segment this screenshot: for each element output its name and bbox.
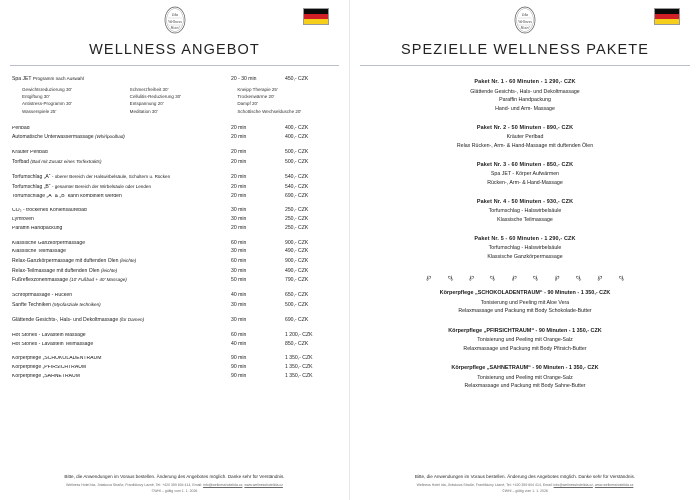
package-block-line: Spa JET - Körper Aufwärmen — [490, 171, 560, 178]
service-duration: 20 min — [231, 134, 247, 141]
page-title-left: WELLNESS ANGEBOT — [89, 42, 260, 58]
fleuron-ornament-divider — [358, 273, 692, 281]
service-name-note: (Myofasziale techniken) — [52, 301, 101, 307]
service-name-text: Torfumschlag „A“ — [12, 174, 51, 181]
svg-text:Ida: Ida — [521, 12, 529, 17]
service-name-text: Klassische Ganzkörpermassage — [12, 240, 86, 246]
service-duration: 20 min — [231, 124, 247, 131]
svg-text:Hotel: Hotel — [170, 25, 179, 30]
service-name — [8, 226, 231, 232]
service-duration: 20 min — [231, 174, 247, 181]
body-care-block-line: Tonisierung und Peeling mit Aloe Vera — [480, 299, 570, 306]
list-item: Trockenwärme 20' — [237, 94, 275, 100]
package-block-line: Paraffin Handpackung — [499, 97, 551, 104]
package-block-line: Hand- und Arm- Massage — [495, 105, 555, 112]
service-name — [8, 159, 231, 166]
fleuron-ornament-icon: ℘ — [597, 273, 603, 281]
body-care-block — [358, 290, 692, 316]
service-name-note: (Whirlpoolbad) — [94, 134, 125, 140]
service-name-note: (Bad mit Zusatz eines Torfextrakts) — [30, 158, 102, 164]
service-duration: 50 min — [231, 277, 247, 284]
svg-text:Wellness: Wellness — [518, 19, 532, 24]
list-item: Meditation 30' — [129, 108, 158, 114]
svg-text:Ida: Ida — [171, 12, 178, 17]
service-name — [8, 268, 231, 275]
service-name-text: Torfbad — [12, 158, 29, 165]
service-name-text: Sanfte Techniken — [12, 301, 51, 308]
package-block-line: Relax Rücken-, Arm- & Hand-Massage mit duftenden Ölen — [456, 142, 594, 149]
fleuron-ornament-icon: ℘ — [618, 273, 624, 281]
package-block — [358, 125, 692, 151]
service-price: 1 350,- CZK — [285, 355, 313, 362]
package-block-line: Rücken-, Arm- & Hand-Massage — [487, 179, 563, 186]
service-name-text: Lymfoven — [12, 217, 34, 223]
service-duration: 60 min — [231, 257, 247, 264]
service-duration: 20 min — [231, 149, 247, 156]
service-duration: 90 min — [231, 372, 247, 379]
service-duration: 30 min — [231, 216, 247, 223]
table-row — [8, 173, 341, 183]
list-item: Entspannung 20' — [129, 101, 164, 107]
service-price: 500,- CZK — [285, 158, 309, 165]
table-row — [8, 340, 341, 349]
service-name-text: Relax-Teilmassage mit duftenden Ölen — [12, 267, 100, 274]
service-name-note: (für Damen) — [119, 317, 145, 323]
service-duration: 60 min — [231, 239, 247, 246]
service-duration: 40 min — [231, 340, 247, 347]
service-price: 500,- CZK — [285, 301, 309, 308]
list-item: Wasserspiele 25' — [22, 108, 57, 114]
service-name-text: Körperpflege „SAHNETRAUM“ — [12, 373, 82, 379]
service-name-note: - gesamter Bereich der Wirbelsäule oder Lenden — [51, 184, 151, 190]
list-item: Schmerzfreiheit 30' — [129, 86, 169, 92]
fleuron-ornament-icon: ℘ — [576, 273, 581, 281]
title-divider-left — [10, 65, 339, 66]
package-block-heading: Paket Nr. 4 - 50 Minuten - 930,- CZK — [476, 198, 574, 205]
table-row — [8, 266, 341, 276]
service-price: 490,- CZK — [285, 267, 309, 274]
package-block-line: Glättende Gesichts-, Hals- und Dekoltmassage — [470, 88, 580, 95]
service-name-text: Torfumschläge „A“ & „B“ kann kombiniert werden — [12, 193, 122, 199]
fleuron-ornament-icon: ℘ — [533, 273, 539, 281]
body-care-block-line: Tonisierung und Peeling mit Orange-Salz — [477, 374, 573, 381]
service-name — [8, 208, 231, 214]
service-price: 790,- CZK — [285, 277, 309, 284]
body-care-block-line: Relaxmassage und Packung mit Body Pfirsich-Butter — [463, 345, 587, 352]
table-row — [8, 216, 341, 225]
package-block-line: Torfumschlag - Halswirbelsäule — [488, 245, 562, 252]
table-row — [8, 291, 341, 300]
package-block-line: Klassische Teilmassage — [497, 216, 553, 223]
body-care-block-heading: Körperpflege „PFIRSICHTRAUM“ - 90 Minuten - 1 350,- CZK — [448, 327, 602, 334]
service-name — [8, 126, 231, 132]
service-duration: 30 min — [231, 317, 247, 324]
package-block-line: Kräuter Perlbad — [506, 134, 544, 141]
table-row — [8, 355, 341, 364]
service-name-note: - oberer Bereich der Halswirbelsäule, Schultern u. Rücken — [51, 174, 171, 180]
service-name-text: Schröpfmassage - Rücken — [12, 292, 73, 298]
service-duration: 30 min — [231, 301, 247, 308]
footer-web-link[interactable]: www.wellnesshotelida.cz — [244, 483, 283, 488]
service-duration: 20 min — [231, 224, 247, 231]
table-row — [8, 239, 341, 248]
body-care-block-line: Relaxmassage und Packung mit Body Schokolade-Butter — [458, 308, 592, 315]
service-duration: 40 min — [231, 291, 247, 298]
table-row — [8, 133, 341, 143]
service-list — [8, 74, 341, 381]
service-price: 850,- CZK — [285, 340, 309, 347]
body-care-block-line: Relaxmassage und Packung mit Body Sahne-Butter — [464, 383, 586, 390]
service-price: 1 200,- CZK — [285, 332, 313, 339]
body-care-container — [358, 290, 692, 391]
table-row — [8, 364, 341, 373]
german-flag-icon — [654, 8, 680, 25]
footer-note: Bitte, die Anwendungen im Voraus bestellen. Änderung des Angebotes möglich. Danke sehr für Verständnis. — [414, 474, 636, 480]
package-block-heading: Paket Nr. 3 - 60 Minuten - 850,- CZK — [476, 161, 574, 168]
service-name-text: Hot Stones - Lavastein Massage — [12, 333, 86, 339]
table-row — [8, 256, 341, 266]
service-duration: 60 min — [231, 332, 247, 339]
list-item: Antistress-Programm 30' — [22, 101, 72, 107]
service-name — [8, 293, 231, 299]
service-name-text: Hot Stones - Lavastein Teilmassage — [12, 341, 94, 347]
service-name — [8, 174, 231, 181]
service-duration: 20 min — [231, 192, 247, 199]
page-header-left — [8, 0, 341, 40]
service-name — [8, 249, 231, 255]
service-name — [8, 374, 231, 380]
service-name-text: Perlbad — [12, 125, 30, 131]
service-name-text: Torfumschlag „B“ — [12, 184, 51, 191]
service-price: 1 350,- CZK — [285, 364, 313, 371]
service-price: 1 350,- CZK — [285, 372, 313, 379]
packages-container — [358, 79, 692, 261]
service-price: 400,- CZK — [285, 124, 309, 131]
service-name — [8, 333, 231, 339]
package-block-line: Torfumschlag - Halswirbelsäule — [488, 208, 562, 215]
service-duration: 90 min — [231, 355, 247, 362]
service-name-text: CO₂ - trockenes Kohlensäurebad — [12, 208, 87, 214]
service-name: Spa JET Programm nach Auswahl — [12, 75, 84, 82]
service-name-text: Glättende Gesichts-, Hals- und Dekoltmassage — [12, 317, 119, 324]
table-row — [8, 183, 341, 193]
service-name-note: (10' Fußbad + 40' Massage) — [69, 277, 127, 283]
table-row — [8, 192, 341, 201]
table-row — [8, 224, 341, 233]
service-name — [8, 277, 231, 284]
list-item: Gewichtsreduzierung 30' — [22, 86, 72, 92]
service-name-text: Automatische Unterwassermassage — [12, 134, 94, 141]
table-row — [8, 248, 341, 257]
table-row-spajet — [8, 74, 341, 84]
service-name-note: (leichte) — [119, 257, 137, 263]
service-duration: 20 min — [231, 184, 247, 191]
svg-text:Wellness: Wellness — [167, 19, 182, 24]
footer-copyright: ©WHI – gültig vom 1. 1. 2026 — [151, 488, 198, 493]
footer-web-link[interactable]: www.wellnesshotelida.cz — [594, 483, 634, 488]
service-price: 900,- CZK — [285, 257, 309, 264]
body-care-block-heading: Körperpflege „SAHNETRAUM“ - 90 Minuten - 1 350,- CZK — [451, 365, 599, 372]
footer-email-link[interactable]: info@wellnesshotelida.cz — [553, 483, 593, 488]
service-name — [8, 241, 231, 247]
footer-separator: , — [242, 483, 245, 488]
service-name-note: (leichte) — [100, 267, 118, 273]
service-name — [8, 184, 231, 191]
package-block — [358, 199, 692, 225]
service-price: 500,- CZK — [285, 149, 309, 156]
service-price: 250,- CZK — [285, 216, 309, 223]
service-price: 250,- CZK — [285, 207, 309, 214]
table-row — [8, 149, 341, 158]
table-row — [8, 372, 341, 381]
german-flag-icon — [303, 8, 329, 25]
service-price: 450,- CZK — [285, 75, 309, 82]
page-header-right — [358, 0, 692, 40]
service-name — [8, 302, 231, 309]
fleuron-ornament-icon: ℘ — [426, 273, 432, 281]
service-duration: 20 min — [231, 158, 247, 165]
table-row — [8, 124, 341, 133]
service-name — [8, 258, 231, 265]
package-block-line: Klassische Ganzkörpermassage — [487, 253, 563, 260]
body-care-block-heading: Körperpflege „SCHOKOLADENTRAUM“ - 90 Minuten - 1 350,- CZK — [439, 289, 611, 296]
service-name-text: Körperpflege „PFIRSICHTRAUM“ — [12, 365, 88, 371]
fleuron-ornament-icon: ℘ — [447, 273, 453, 281]
svg-text:Hotel: Hotel — [520, 25, 530, 30]
fleuron-ornament-icon: ℘ — [490, 273, 496, 281]
service-name-text: Fußreflexzonenmassage — [12, 277, 69, 284]
package-block-heading: Paket Nr. 2 - 50 Minuten - 890,- CZK — [476, 124, 574, 131]
table-row — [8, 300, 341, 310]
fleuron-ornament-icon: ℘ — [511, 273, 517, 281]
service-price: 540,- CZK — [285, 174, 309, 181]
list-item: Entgiftung 30' — [22, 94, 50, 100]
table-row — [8, 316, 341, 326]
footer-address-text: Wellness Hotel Ida, Jiráskova Straße, Františkovy Lázně, Tel: +420 359 604 414, Email: — [416, 483, 554, 488]
package-block — [358, 162, 692, 188]
list-item: Schottische Wechseldusche 20' — [237, 108, 302, 114]
package-block-heading: Paket Nr. 5 - 60 Minuten - 1 290,- CZK — [474, 235, 576, 242]
service-name — [8, 134, 231, 141]
service-price: 900,- CZK — [285, 239, 309, 246]
footer-copyright: ©WHI – gültig vom 1. 1. 2026 — [502, 488, 548, 493]
fleuron-ornament-icon: ℘ — [554, 273, 560, 281]
list-item: Kneipp Therapie 25' — [237, 86, 278, 92]
service-price: 250,- CZK — [285, 224, 309, 231]
footer-left — [0, 474, 349, 494]
package-block — [358, 79, 692, 113]
spajet-program-grid — [8, 84, 341, 118]
list-item: Dampf 20' — [237, 101, 258, 107]
footer-separator: , — [592, 483, 595, 488]
service-price: 650,- CZK — [285, 291, 309, 298]
body-care-block-line: Tonisierung und Peeling mit Orange-Salz — [477, 337, 573, 344]
footer-address-text: Wellness Hotel Ida, Jiráskova Straße, Františkovy Lázně, Tel: +420 359 604 414, Email: — [66, 483, 204, 488]
hotel-ida-emblem-icon — [158, 4, 192, 38]
service-duration: 20 - 30 min — [231, 75, 257, 82]
service-duration: 30 min — [231, 207, 247, 214]
table-row — [8, 157, 341, 167]
service-name-text: Relax-Ganzkörpermassage mit duftenden Ölen — [12, 257, 119, 264]
table-row — [8, 276, 341, 286]
service-name — [8, 194, 231, 200]
page-spezielle-wellness-pakete — [350, 0, 700, 500]
page-title-right: SPEZIELLE WELLNESS PAKETE — [400, 42, 650, 58]
service-price: 690,- CZK — [285, 192, 309, 199]
footer-note: Bitte, die Anwendungen im Voraus bestellen. Änderung des Angebotes möglich. Danke sehr für Verständnis. — [64, 474, 285, 480]
service-duration: 90 min — [231, 364, 247, 371]
service-name — [8, 356, 231, 362]
service-name — [8, 317, 231, 324]
package-list — [358, 74, 692, 391]
body-care-block — [358, 328, 692, 354]
service-price: 540,- CZK — [285, 184, 309, 191]
service-name-text: Körperpflege „SCHOKOLADENTRAUM“ — [12, 356, 104, 362]
title-divider-right — [360, 65, 690, 66]
service-price: 490,- CZK — [285, 248, 309, 255]
service-name-text: Klassische Teilmassage — [12, 249, 66, 255]
service-groups — [8, 118, 341, 381]
service-price: 400,- CZK — [285, 134, 309, 141]
package-block — [358, 236, 692, 262]
body-care-block — [358, 365, 692, 391]
service-name-text: Kräuter Perlbad — [12, 150, 48, 156]
table-row — [8, 332, 341, 341]
service-name — [8, 342, 231, 348]
service-price: 690,- CZK — [285, 317, 309, 324]
package-block-heading: Paket Nr. 1 - 60 Minuten - 1 290,- CZK — [474, 79, 576, 85]
service-duration: 30 min — [231, 267, 247, 274]
service-duration: 30 min — [231, 248, 247, 255]
footer-email-link[interactable]: info@wellnesshotelida.cz — [203, 483, 243, 488]
hotel-ida-emblem-icon — [508, 4, 542, 38]
table-row — [8, 207, 341, 216]
service-name — [8, 217, 231, 223]
list-item: Cellulitis-Reduzierung 30' — [129, 94, 182, 100]
service-name-text: Paraffin Handpackung — [12, 225, 63, 231]
fleuron-ornament-icon: ℘ — [469, 273, 474, 281]
service-name — [8, 365, 231, 371]
footer-right — [350, 474, 700, 494]
service-name — [8, 150, 231, 156]
